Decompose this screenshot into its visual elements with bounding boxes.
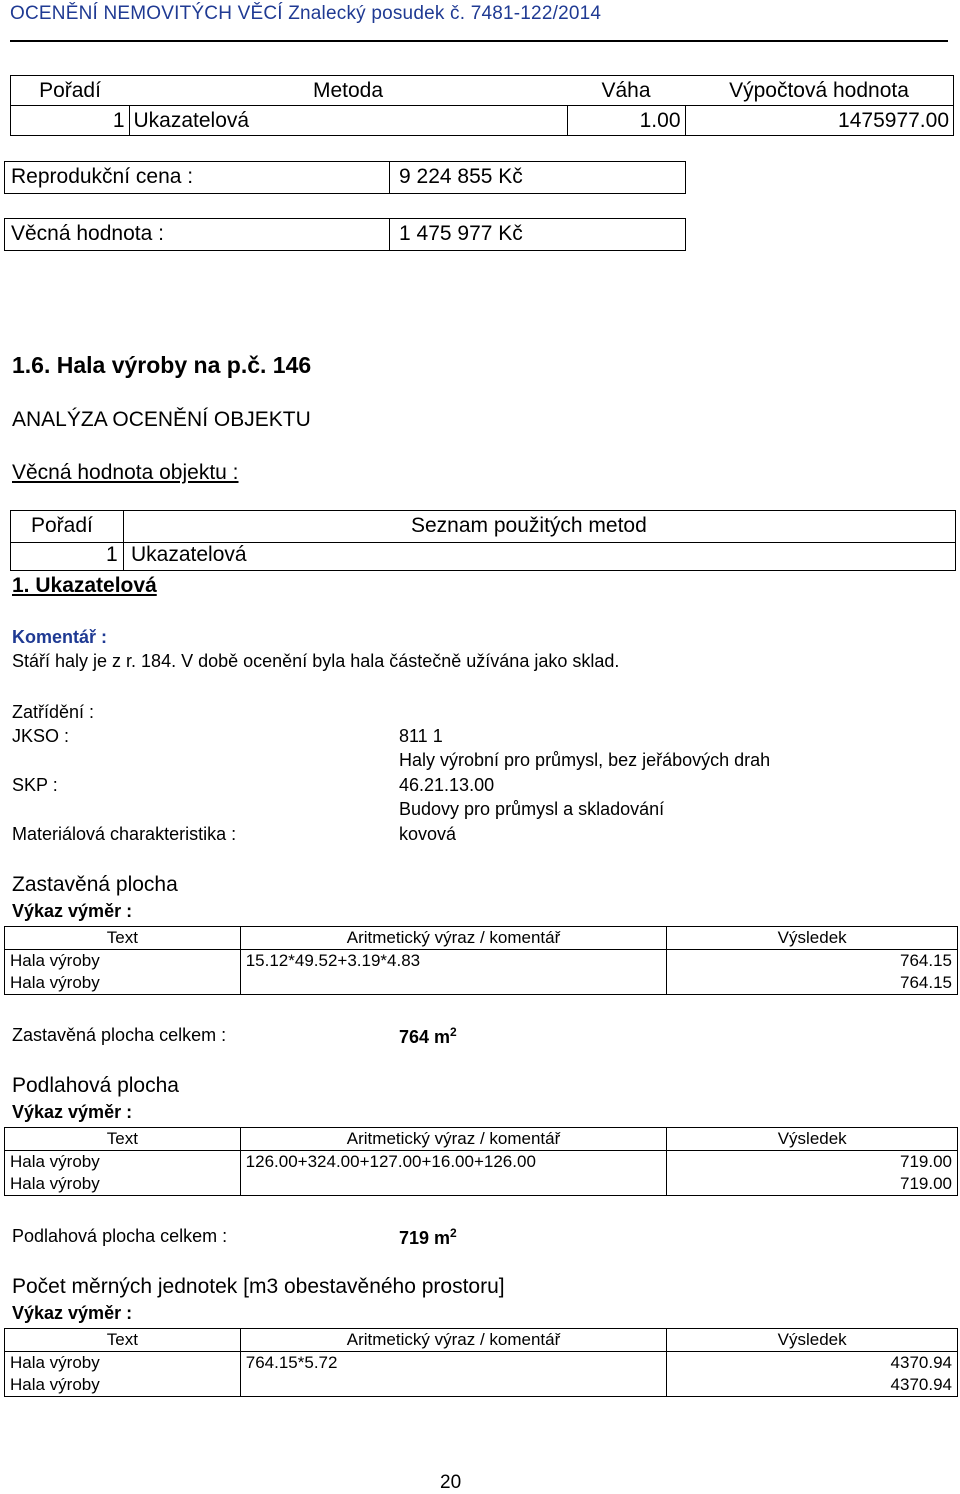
- row-text: Hala výroby: [5, 950, 241, 973]
- methods-table-header: [10, 510, 956, 543]
- floor-area-title: Podlahová plocha: [12, 1074, 179, 1097]
- table-header-row: [11, 76, 954, 106]
- table-row: [5, 1374, 958, 1397]
- row-text: Hala výroby: [5, 1374, 241, 1397]
- reproduction-cost-box: [4, 161, 686, 194]
- object-value-heading: Věcná hodnota objektu :: [12, 461, 239, 484]
- method-weights-table: [10, 75, 954, 136]
- header-divider: [10, 40, 948, 42]
- unit-superscript: 2: [450, 1025, 457, 1039]
- measurement-label: Výkaz výměr :: [12, 901, 133, 921]
- col-header-expression: Aritmetický výraz / komentář: [240, 1128, 667, 1151]
- unit-superscript: 2: [450, 1226, 457, 1240]
- classification-title: Zatřídění :: [12, 702, 95, 722]
- skp-description: Budovy pro průmysl a skladování: [399, 799, 665, 819]
- floor-area-total-value: [399, 1226, 457, 1249]
- table-header-row: [5, 1329, 958, 1352]
- floor-area-total-number: 719 m: [399, 1228, 451, 1248]
- table-row: [5, 1173, 958, 1196]
- row-weight: 1.00: [567, 106, 685, 136]
- analysis-heading: ANALÝZA OCENĚNÍ OBJEKTU: [12, 408, 311, 431]
- real-value-label: Věcná hodnota :: [11, 222, 164, 245]
- row-text: Hala výroby: [5, 1151, 241, 1174]
- skp-code: 46.21.13.00: [399, 775, 495, 795]
- row-value: 1475977.00: [685, 106, 954, 136]
- built-area-total-value: [399, 1025, 457, 1048]
- row-result: 4370.94: [667, 1374, 958, 1397]
- page-number: 20: [440, 1472, 462, 1493]
- methods-row-order: 1: [106, 543, 118, 566]
- comment-text: Stáří haly je z r. 184. V době ocenění byla hala částečně užívána jako sklad.: [12, 651, 620, 671]
- methods-table-row: [10, 541, 956, 571]
- row-text: Hala výroby: [5, 972, 241, 995]
- real-value-value: 1 475 977 Kč: [399, 222, 523, 245]
- col-header-weight: Váha: [567, 76, 685, 106]
- comment-label: Komentář :: [12, 627, 108, 647]
- col-header-result: Výsledek: [667, 1329, 958, 1352]
- col-header-result: Výsledek: [667, 927, 958, 950]
- measurement-label: Výkaz výměr :: [12, 1102, 133, 1122]
- method-heading: 1. Ukazatelová: [12, 574, 157, 597]
- row-expression: [240, 972, 667, 995]
- row-text: Hala výroby: [5, 1173, 241, 1196]
- row-expression: 764.15*5.72: [240, 1352, 667, 1375]
- col-header-text: Text: [5, 927, 241, 950]
- measurement-label: Výkaz výměr :: [12, 1303, 133, 1323]
- methods-col-divider: [123, 511, 124, 542]
- row-result: 764.15: [667, 972, 958, 995]
- table-row: [5, 1352, 958, 1375]
- built-volume-table: [4, 1328, 958, 1397]
- row-result: 719.00: [667, 1173, 958, 1196]
- col-header-text: Text: [5, 1329, 241, 1352]
- col-header-order: Pořadí: [11, 76, 130, 106]
- document-header-title: OCENĚNÍ NEMOVITÝCH VĚCÍ Znalecký posudek č. 7481-122/2014: [10, 3, 602, 24]
- row-method: Ukazatelová: [129, 106, 567, 136]
- col-header-text: Text: [5, 1128, 241, 1151]
- table-header-row: [5, 927, 958, 950]
- jkso-label: JKSO :: [12, 726, 70, 746]
- row-order: 1: [11, 106, 130, 136]
- section-title: 1.6. Hala výroby na p.č. 146: [12, 352, 312, 378]
- col-header-value: Výpočtová hodnota: [685, 76, 954, 106]
- row-expression: [240, 1173, 667, 1196]
- floor-area-total-label: Podlahová plocha celkem :: [12, 1226, 228, 1246]
- built-area-table: [4, 926, 958, 995]
- row-result: 4370.94: [667, 1352, 958, 1375]
- real-value-box: [4, 218, 686, 251]
- skp-label: SKP :: [12, 775, 58, 795]
- built-volume-title: Počet měrných jednotek [m3 obestavěného prostoru]: [12, 1275, 505, 1298]
- built-area-total-label: Zastavěná plocha celkem :: [12, 1025, 227, 1045]
- material-value: kovová: [399, 824, 457, 844]
- table-row: [5, 1151, 958, 1174]
- table-row: [5, 950, 958, 973]
- material-label: Materiálová charakteristika :: [12, 824, 237, 844]
- table-row: [11, 106, 954, 136]
- built-area-total-number: 764 m: [399, 1027, 451, 1047]
- floor-area-table: [4, 1127, 958, 1196]
- row-expression: [240, 1374, 667, 1397]
- methods-col-order: Pořadí: [31, 514, 93, 537]
- col-header-method: Metoda: [129, 76, 567, 106]
- jkso-code: 811 1: [399, 726, 443, 746]
- reproduction-cost-value: 9 224 855 Kč: [399, 165, 523, 188]
- col-header-expression: Aritmetický výraz / komentář: [240, 1329, 667, 1352]
- box-divider: [389, 162, 390, 193]
- methods-col-list: Seznam použitých metod: [411, 514, 647, 537]
- table-header-row: [5, 1128, 958, 1151]
- row-expression: 126.00+324.00+127.00+16.00+126.00: [240, 1151, 667, 1174]
- methods-row-method: Ukazatelová: [131, 543, 247, 566]
- row-result: 719.00: [667, 1151, 958, 1174]
- col-header-expression: Aritmetický výraz / komentář: [240, 927, 667, 950]
- row-expression: 15.12*49.52+3.19*4.83: [240, 950, 667, 973]
- jkso-description: Haly výrobní pro průmysl, bez jeřábových drah: [399, 750, 771, 770]
- box-divider: [389, 219, 390, 250]
- row-text: Hala výroby: [5, 1352, 241, 1375]
- built-area-title: Zastavěná plocha: [12, 873, 178, 896]
- row-result: 764.15: [667, 950, 958, 973]
- reproduction-cost-label: Reprodukční cena :: [11, 165, 194, 188]
- table-row: [5, 972, 958, 995]
- col-header-result: Výsledek: [667, 1128, 958, 1151]
- methods-col-divider: [123, 541, 124, 570]
